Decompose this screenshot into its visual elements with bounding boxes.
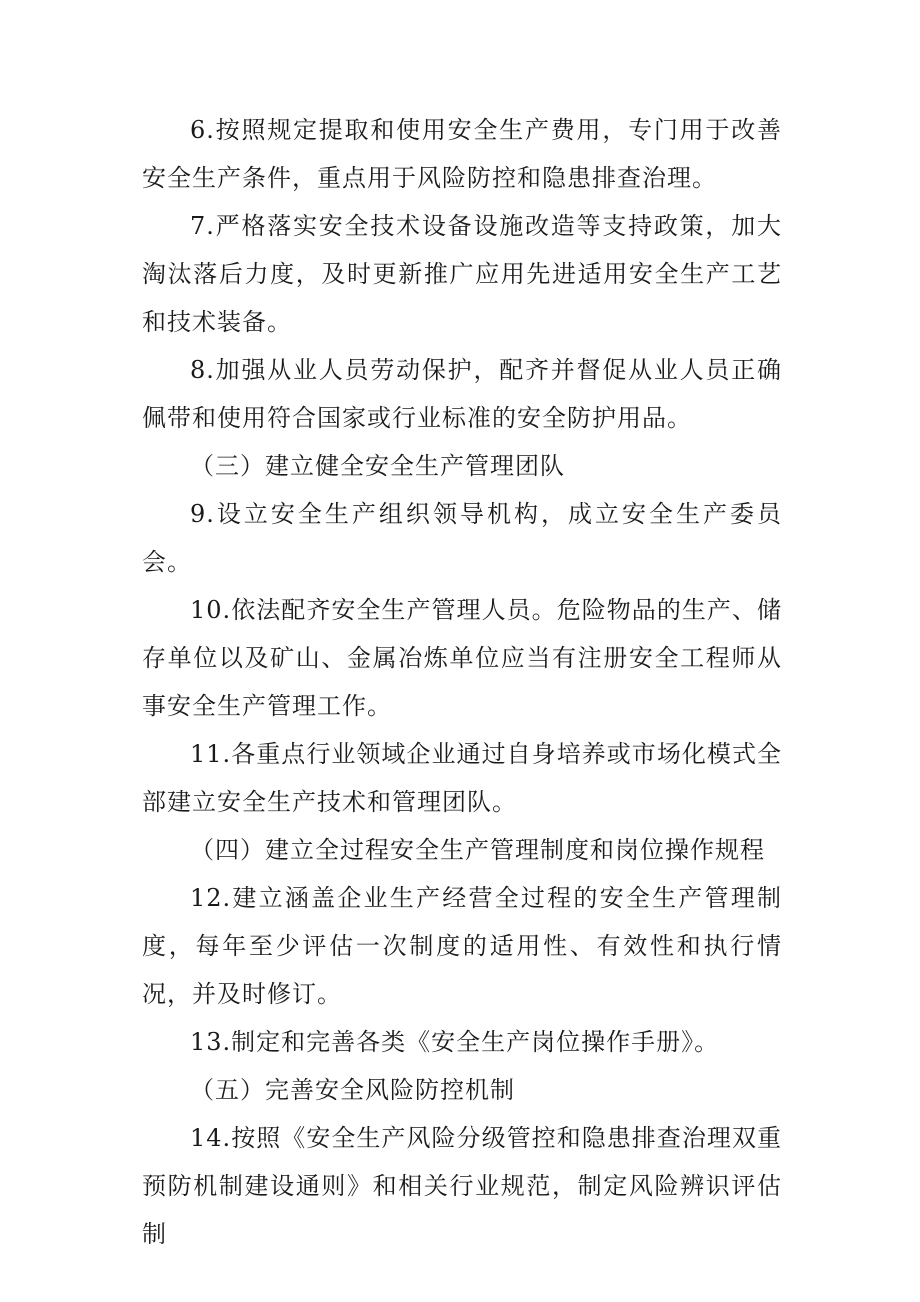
- section-heading-5: （五）完善安全风险防控机制: [190, 1076, 515, 1104]
- paragraph-7: 7.严格落实安全技术设备设施改造等支持政策，加大淘汰落后力度，及时更新推广应用先进适用安全生产工艺和技术装备。: [142, 212, 782, 336]
- paragraph-10: 10.依法配齐安全生产管理人员。危险物品的生产、储存单位以及矿山、金属冶炼单位应当有注册安全工程师从事安全生产管理工作。: [142, 596, 782, 720]
- paragraph-6: 6.按照规定提取和使用安全生产费用，专门用于改善安全生产条件，重点用于风险防控和隐患排查治理。: [142, 116, 782, 192]
- document-body: [142, 106, 782, 1258]
- paragraph-9: 9.设立安全生产组织领导机构，成立安全生产委员会。: [142, 500, 782, 576]
- paragraph-8: 8.加强从业人员劳动保护，配齐并督促从业人员正确佩带和使用符合国家或行业标准的安全防护用品。: [142, 356, 782, 432]
- paragraph-12: 12.建立涵盖企业生产经营全过程的安全生产管理制度，每年至少评估一次制度的适用性、有效性和执行情况，并及时修订。: [142, 884, 782, 1008]
- paragraph-11: 11.各重点行业领域企业通过自身培养或市场化模式全部建立安全生产技术和管理团队。: [142, 740, 782, 816]
- section-heading-4: （四）建立全过程安全生产管理制度和岗位操作规程: [190, 836, 765, 864]
- paragraph-13: 13.制定和完善各类《安全生产岗位操作手册》。: [190, 1028, 720, 1056]
- paragraph-14: 14.按照《安全生产风险分级管控和隐患排查治理双重预防机制建设通则》和相关行业规范，制定风险辨识评估制: [142, 1124, 782, 1248]
- section-heading-3: （三）建立健全安全生产管理团队: [190, 452, 565, 480]
